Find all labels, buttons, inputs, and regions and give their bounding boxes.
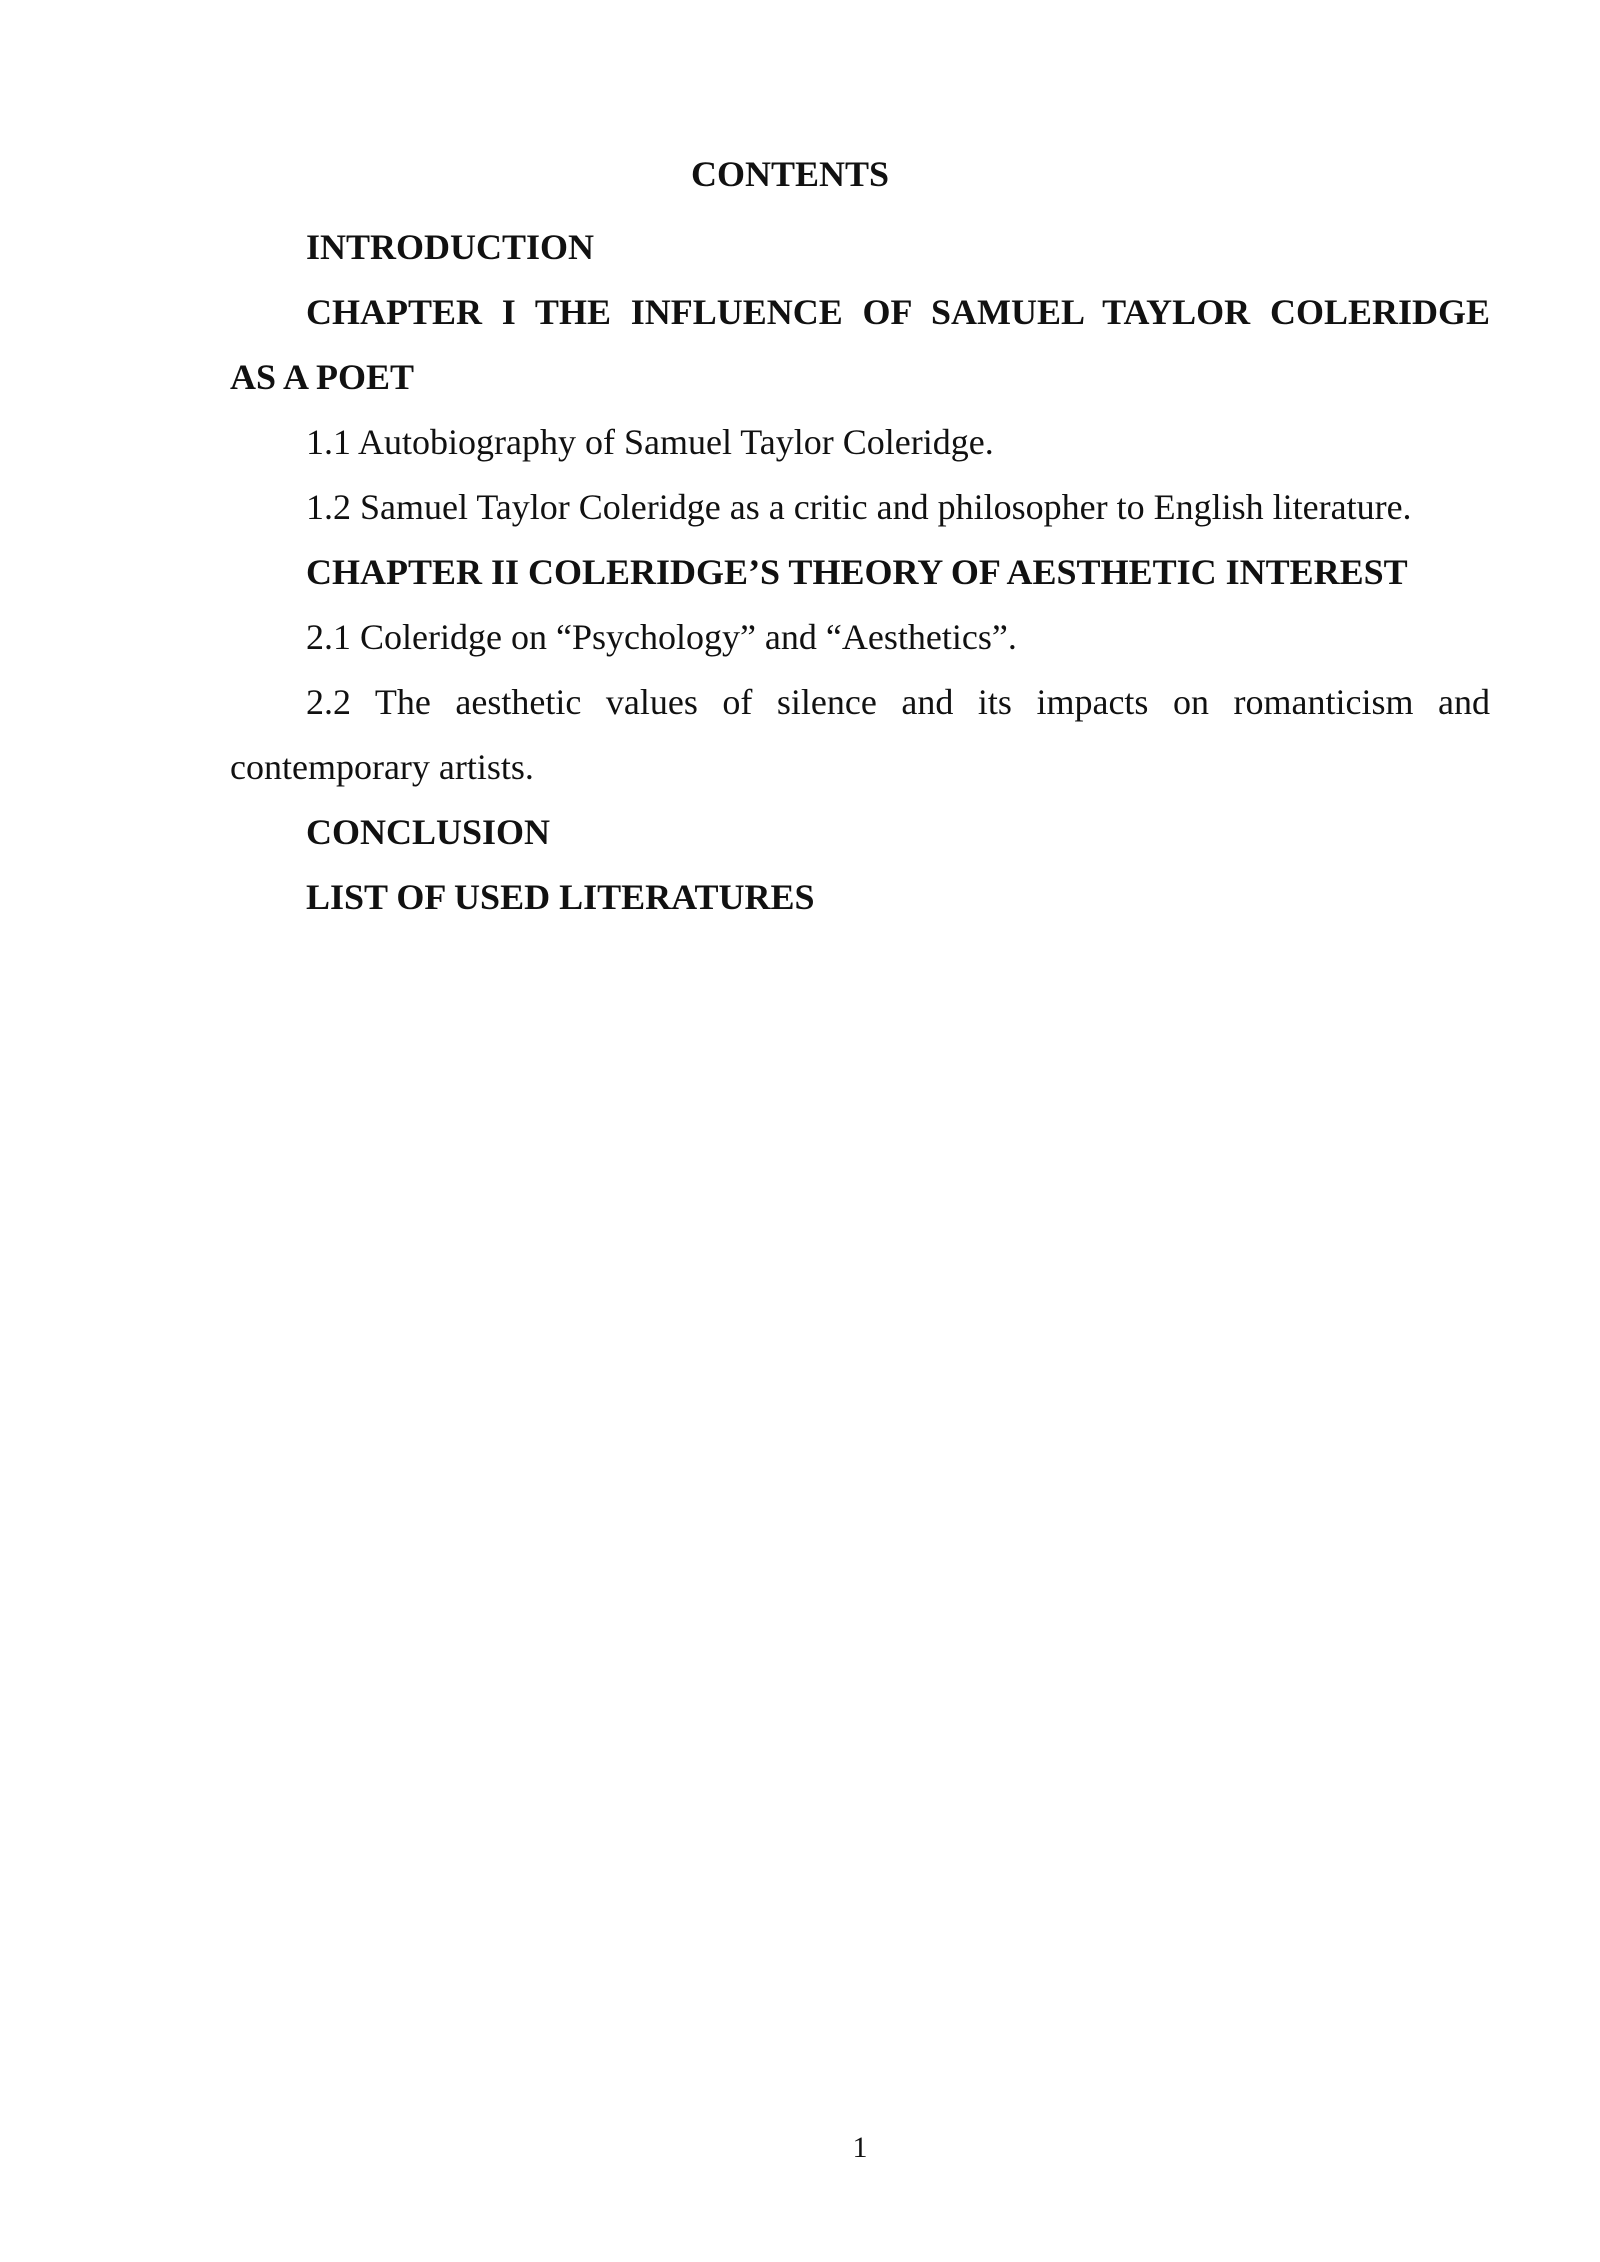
contents-title: CONTENTS — [690, 154, 890, 194]
toc-entry-literature: LIST OF USED LITERATURES — [306, 877, 815, 917]
toc-entry-2-2-line-2: contemporary artists. — [230, 747, 534, 787]
toc-entry-chapter-1 — [230, 280, 1490, 410]
toc-entry-conclusion: CONCLUSION — [306, 812, 551, 852]
page-number: 1 — [852, 2131, 868, 2164]
toc-entry-1-1: 1.1 Autobiography of Samuel Taylor Coleridge. — [306, 422, 994, 462]
toc-entry-chapter-1-line-1: CHAPTER I THE INFLUENCE OF SAMUEL TAYLOR COLERIDGE — [306, 292, 1490, 332]
toc-entry-2-1: 2.1 Coleridge on “Psychology” and “Aesthetics”. — [306, 617, 1017, 657]
toc-entry-1-2: 1.2 Samuel Taylor Coleridge as a critic and philosopher to English literature. — [306, 487, 1412, 527]
toc-entry-2-2-line-1: 2.2 The aesthetic values of silence and its impacts on romanticism and — [306, 682, 1490, 722]
toc-entry-chapter-1-line-2: AS A POET — [230, 357, 415, 397]
toc-entry-chapter-2: CHAPTER II COLERIDGE’S THEORY OF AESTHETIC INTEREST — [306, 552, 1408, 592]
table-of-contents — [230, 215, 1490, 930]
toc-entry-introduction: INTRODUCTION — [306, 227, 595, 267]
toc-entry-2-2 — [230, 670, 1490, 800]
